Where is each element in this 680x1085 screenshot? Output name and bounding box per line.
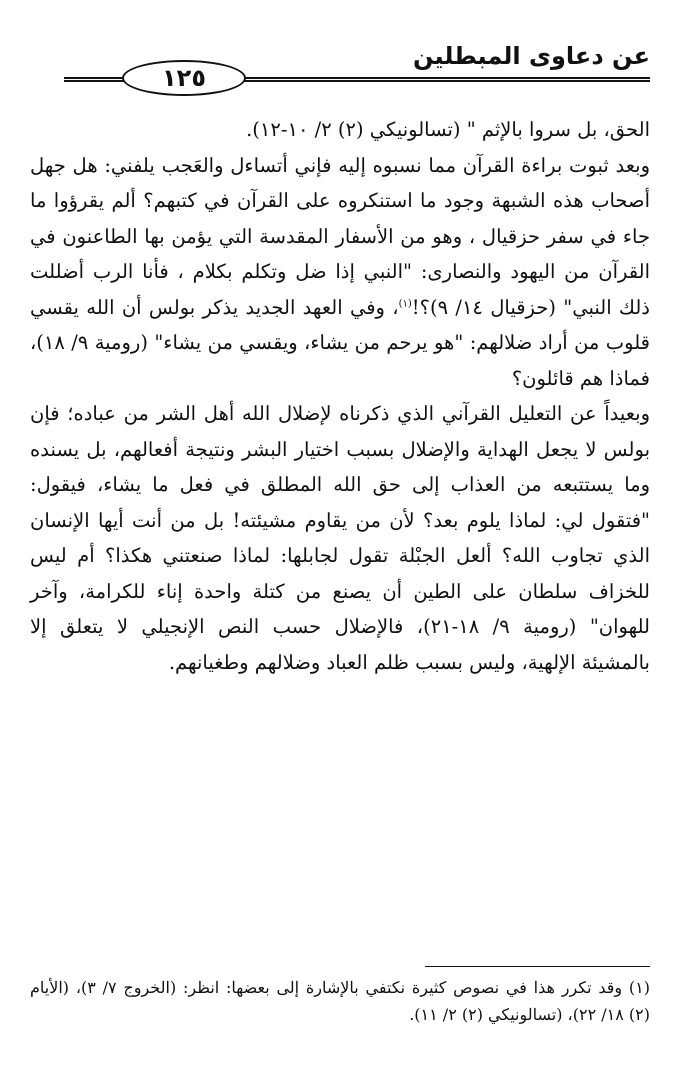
page-header	[64, 34, 650, 96]
paragraph: وبعيداً عن التعليل القرآني الذي ذكرناه لإضلال الله أهل الشر من عباده؛ فإن بولس لا يجعل الهداية والإضلال بسبب اختيار البشر ونتيجة أفعالهم، بل يسنده وما يستتبعه من العذاب إلى حق الله المطلق في فعل ما يشاء، فيقول: "فتقول لي: لماذا يلوم بعد؟ لأن من يقاوم مشيئته! بل من أنت أيها الإنسان الذي تجاوب الله؟ ألعل الجبْلة تقول لجابلها: لماذا صنعتني هكذا؟ أم ليس للخزاف سلطان على الطين أن يصنع من كتلة واحدة إناء للكرامة، وآخر للهوان" (رومية ٩/ ١٨-٢١)، فالإضلال حسب النص الإنجيلي لا يتعلق إلا بالمشيئة الإلهية، وليس بسبب ظلم العباد وضلالهم وطغيانهم.	[30, 402, 650, 674]
footnote-divider	[425, 966, 650, 967]
footnote: (١) وقد تكرر هذا في نصوص كثيرة نكتفي بالإشارة إلى بعضها: انظر: (الخروج ٧/ ٣)، (الأيام (٢) ١٨/ ٢٢)، (تسالونيكي (٢) ٢/ ١١).	[30, 978, 650, 1024]
page-number: ١٢٥	[122, 60, 246, 96]
running-title: عن دعاوى المبطلين	[412, 42, 650, 70]
footnote-marker: (١)	[398, 298, 412, 309]
paragraph: وبعد ثبوت براءة القرآن مما نسبوه إليه فإني أتساءل والعَجب يلفني: هل جهل أصحاب هذه الشبهة وجود ما استنكروه على القرآن في كتبهم؟ ألم يقرؤوا ما جاء في سفر حزقيال ، وهو من الأسفار المقدسة التي يؤمن بها الطاعنون في القرآن من اليهود والنصارى: "النبي إذا ضل وتكلم بكلام ، فأنا الرب أضللت ذلك النبي" (حزقيال ١٤/ ٩)؟!$^{(١)}$، وفي العهد الجديد يذكر بولس أن الله يقسي قلوب من أراد ضلالهم: "هو يرحم من يشاء، ويقسي من يشاء" (رومية ٩/ ١٨)، فماذا هم قائلون؟	[30, 153, 650, 390]
paragraph: الحق، بل سروا بالإثم " (تسالونيكي (٢) ٢/ ١٠-١٢).	[246, 118, 650, 141]
main-text	[30, 112, 650, 680]
footnotes	[30, 974, 650, 1028]
